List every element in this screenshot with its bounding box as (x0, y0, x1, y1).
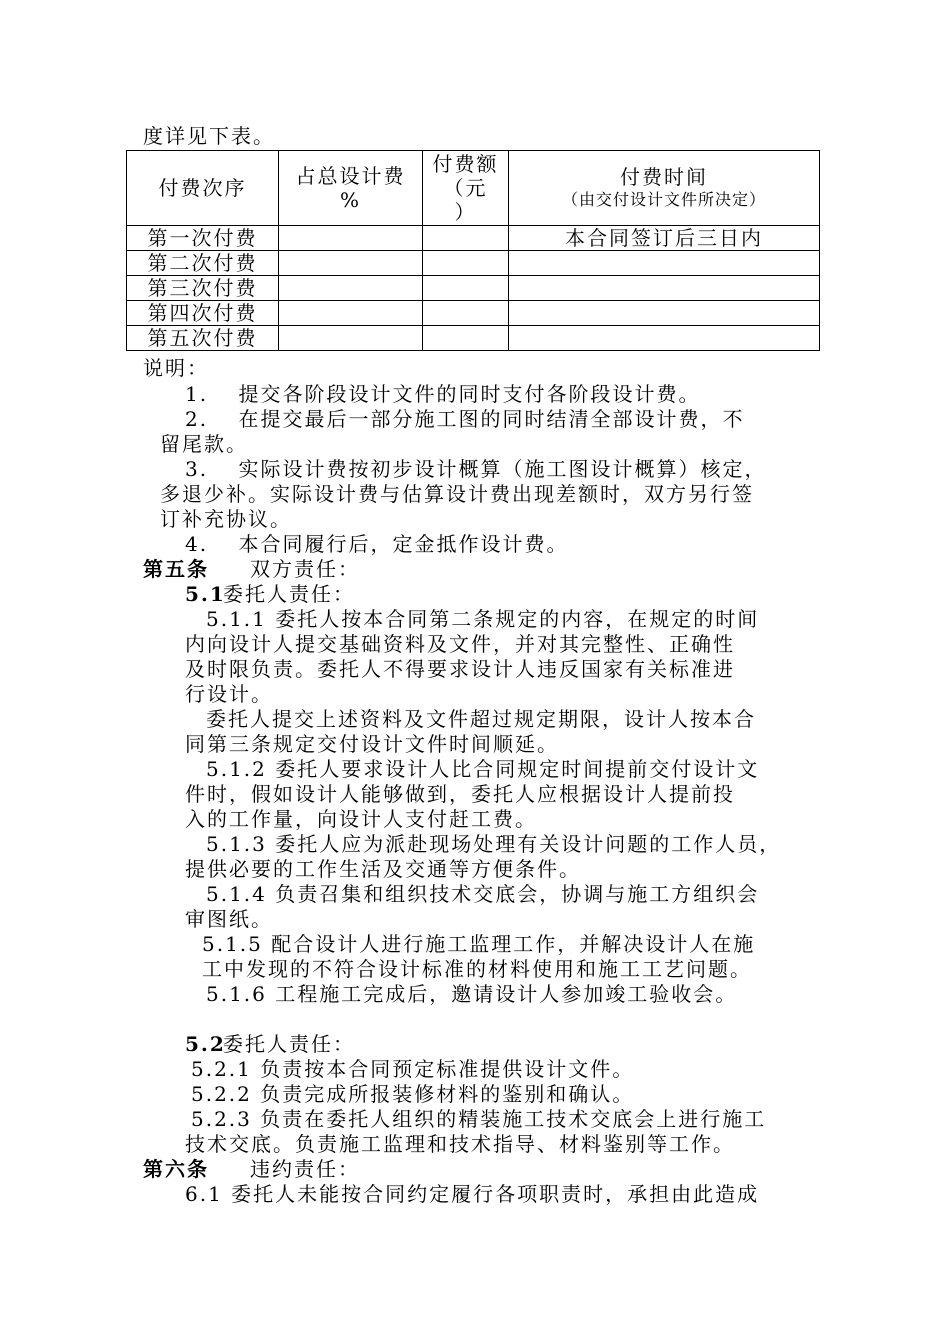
para-5-2-2: 5.2.2 负责完成所报装修材料的鉴别和确认。 (191, 1082, 635, 1106)
table-row (127, 276, 820, 301)
para-5-1-6: 5.1.6 工程施工完成后，邀请设计人参加竣工验收会。 (206, 982, 738, 1006)
note-2b: 留尾款。 (160, 432, 248, 456)
note-3b: 多退少补。实际设计费与估算设计费出现差额时，双方另行签 (160, 482, 754, 506)
header-order: 付费次序 (127, 151, 279, 226)
para-5-2-3a: 5.2.3 负责在委托人组织的精装施工技术交底会上进行施工 (191, 1107, 767, 1131)
para-5-1-4a: 5.1.4 负责召集和组织技术交底会，协调与施工方组织会 (206, 882, 760, 906)
header-time (509, 151, 820, 226)
header-amount-line1: 付费额 (432, 152, 499, 176)
cell-amount (423, 276, 509, 301)
para-5-1-3b: 提供必要的工作生活及交通等方便条件。 (185, 857, 581, 881)
section-5-2-number: 5.2 (185, 1032, 226, 1056)
header-amount-line3: ） (454, 200, 477, 224)
cell-time (509, 251, 820, 276)
header-percent-line1: 占总设计费 (295, 164, 406, 188)
cell-order: 第五次付费 (127, 326, 279, 351)
header-amount (423, 151, 509, 226)
cell-order: 第四次付费 (127, 301, 279, 326)
note-3a: 3. 实际设计费按初步设计概算（施工图设计概算）核定， (185, 457, 767, 481)
para-5-1-1d: 行设计。 (185, 682, 273, 706)
para-5-2-3b: 技术交底。负责施工监理和技术指导、材料鉴别等工作。 (185, 1132, 735, 1156)
table-row (127, 301, 820, 326)
notes-title: 说明： (143, 356, 209, 380)
cell-percent (279, 276, 423, 301)
para-5-1-3a: 5.1.3 委托人应为派赴现场处理有关设计问题的工作人员， (206, 832, 782, 856)
para-5-1-1b: 内向设计人提交基础资料及文件，并对其完整性、正确性 (185, 632, 735, 656)
cell-amount (423, 301, 509, 326)
article5-label: 第五条 (143, 557, 209, 581)
para-5-1-1e: 委托人提交上述资料及文件超过规定期限，设计人按本合 (206, 707, 756, 731)
section-5-1-number: 5.1 (185, 582, 226, 606)
section-5-1-title: 委托人责任： (223, 582, 355, 606)
payment-table (126, 150, 820, 351)
note-3c: 订补充协议。 (160, 507, 292, 531)
para-5-2-1: 5.2.1 负责按本合同预定标准提供设计文件。 (191, 1057, 635, 1081)
para-5-1-1f: 同第三条规定交付设计文件时间顺延。 (185, 732, 559, 756)
cell-percent (279, 226, 423, 251)
article6-label: 第六条 (143, 1157, 209, 1181)
cell-percent (279, 326, 423, 351)
para-5-1-4b: 审图纸。 (185, 907, 273, 931)
para-5-1-1c: 及时限负责。委托人不得要求设计人违反国家有关标准进 (185, 657, 735, 681)
header-time-line1: 付费时间 (620, 165, 708, 189)
header-percent-line2: % (339, 188, 361, 212)
note-2a: 2. 在提交最后一部分施工图的同时结清全部设计费，不 (185, 407, 745, 431)
article6-title: 违约责任： (250, 1157, 360, 1181)
header-percent (279, 151, 423, 226)
cell-amount (423, 251, 509, 276)
cell-percent (279, 251, 423, 276)
para-5-1-2a: 5.1.2 委托人要求设计人比合同规定时间提前交付设计文 (206, 757, 760, 781)
cell-order: 第二次付费 (127, 251, 279, 276)
cell-time (509, 301, 820, 326)
table-row (127, 326, 820, 351)
article5-title: 双方责任： (250, 557, 360, 581)
cell-time (509, 276, 820, 301)
cell-order: 第一次付费 (127, 226, 279, 251)
section-5-2-title: 委托人责任： (223, 1032, 355, 1056)
note-4: 4. 本合同履行后，定金抵作设计费。 (185, 532, 569, 556)
note-1: 1. 提交各阶段设计文件的同时支付各阶段设计费。 (185, 382, 701, 406)
header-time-line2: （由交付设计文件所决定） (561, 190, 766, 209)
header-amount-line2: （元 (443, 176, 488, 200)
para-5-1-2c: 入的工作量，向设计人支付赶工费。 (185, 807, 537, 831)
cell-amount (423, 226, 509, 251)
para-6-1: 6.1 委托人未能按合同约定履行各项职责时，承担由此造成 (185, 1182, 760, 1206)
table-row (127, 226, 820, 251)
cell-amount (423, 326, 509, 351)
cell-percent (279, 301, 423, 326)
cell-order: 第三次付费 (127, 276, 279, 301)
para-5-1-2b: 件时，假如设计人能够做到，委托人应根据设计人提前投 (185, 782, 735, 806)
cell-time: 本合同签订后三日内 (509, 226, 820, 251)
intro-text: 度详见下表。 (143, 124, 275, 148)
para-5-1-1a: 5.1.1 委托人按本合同第二条规定的内容，在规定的时间 (206, 607, 760, 631)
para-5-1-5b: 工中发现的不符合设计标准的材料使用和施工工艺问题。 (202, 957, 752, 981)
cell-time (509, 326, 820, 351)
table-header-row (127, 151, 820, 226)
para-5-1-5a: 5.1.5 配合设计人进行施工监理工作，并解决设计人在施 (202, 932, 756, 956)
table-row (127, 251, 820, 276)
